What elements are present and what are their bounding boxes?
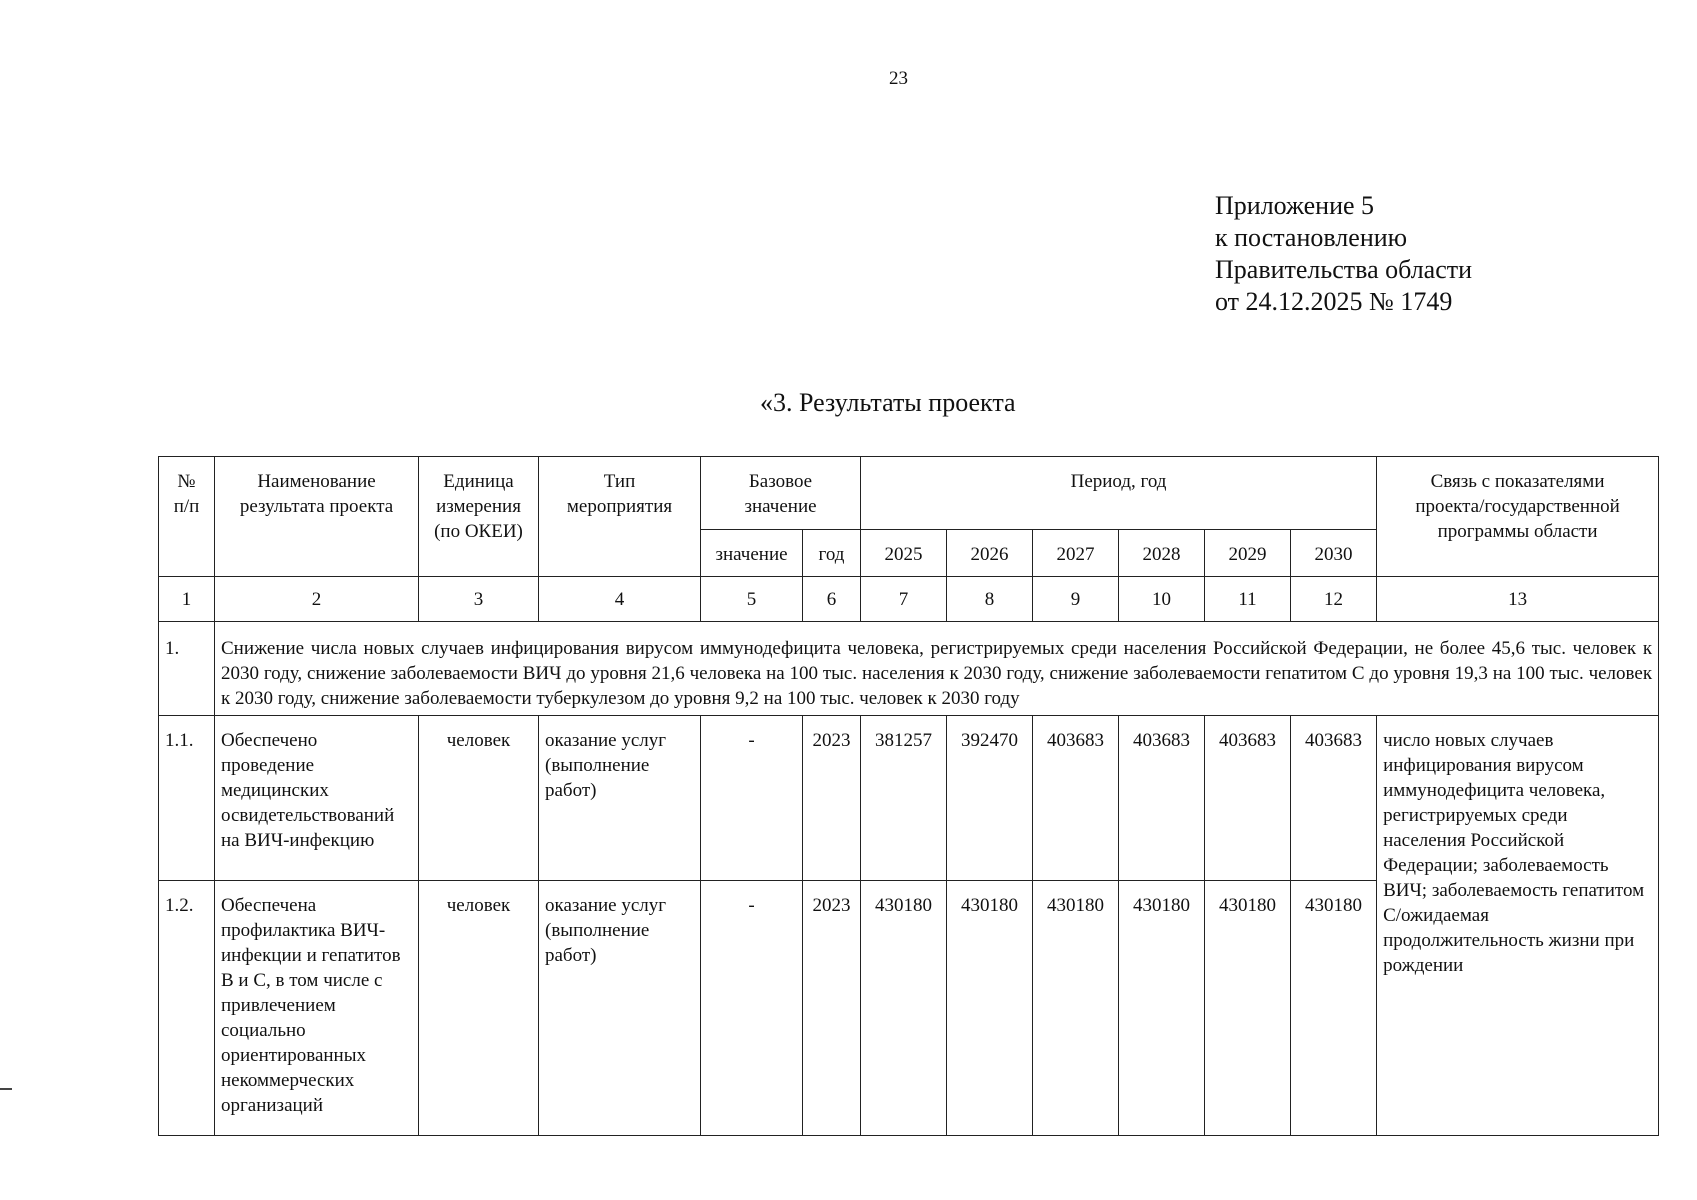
base-value: - xyxy=(701,716,803,881)
appendix-line-4: от 24.12.2025 № 1749 xyxy=(1215,287,1453,316)
results-table xyxy=(158,456,1659,1136)
row-number: 1.1. xyxy=(159,716,215,881)
header-year-2029: 2029 xyxy=(1205,530,1291,577)
appendix-block xyxy=(1215,190,1472,318)
column-number: 1 xyxy=(159,577,215,622)
header-year-2025: 2025 xyxy=(861,530,947,577)
goal-text: Снижение числа новых случаев инфицирования вирусом иммунодефицита человека, регистрируемых среди населения Российской Федерации, не более 45,6 тыс. человек к 2030 году, снижение заболеваемости ВИЧ до уровня 21,6 человека на 100 тыс. населения к 2030 году, снижение заболеваемости гепатитом С до уровня 19,3 на 100 тыс. человек к 2030 году, снижение заболеваемости туберкулезом до уровня 9,2 на 100 тыс. человек к 2030 году xyxy=(215,622,1659,716)
value-2028: 430180 xyxy=(1119,881,1205,1136)
header-year-2028: 2028 xyxy=(1119,530,1205,577)
result-name: Обеспечено проведение медицинских освидетельствований на ВИЧ-инфекцию xyxy=(215,716,419,881)
value-2027: 430180 xyxy=(1033,881,1119,1136)
header-base: Базовое значение xyxy=(701,457,861,530)
column-number: 11 xyxy=(1205,577,1291,622)
value-2029: 430180 xyxy=(1205,881,1291,1136)
linked-indicators: число новых случаев инфицирования вирусом иммунодефицита человека, регистрируемых среди населения Российской Федерации; заболеваемость ВИЧ; заболеваемость гепатитом С/ожидаемая продолжительность жизни при рождении xyxy=(1377,716,1659,1136)
value-2028: 403683 xyxy=(1119,716,1205,881)
header-year-2030: 2030 xyxy=(1291,530,1377,577)
column-number: 8 xyxy=(947,577,1033,622)
header-period: Период, год xyxy=(861,457,1377,530)
result-type: оказание услуг (выполнение работ) xyxy=(539,881,701,1136)
result-name: Обеспечена профилактика ВИЧ-инфекции и гепатитов В и С, в том числе с привлечением социально ориентированных некоммерческих организаций xyxy=(215,881,419,1136)
base-year: 2023 xyxy=(803,881,861,1136)
header-base-year: год xyxy=(803,530,861,577)
header-year-2027: 2027 xyxy=(1033,530,1119,577)
row-number: 1.2. xyxy=(159,881,215,1136)
goal-number: 1. xyxy=(159,622,215,716)
header-row-1 xyxy=(159,457,1659,530)
header-base-value: значение xyxy=(701,530,803,577)
table-row xyxy=(159,716,1659,881)
header-type: Тип мероприятия xyxy=(539,457,701,577)
appendix-line-3: Правительства области xyxy=(1215,255,1473,284)
header-num: № п/п xyxy=(159,457,215,577)
header-unit: Единица измерения (по ОКЕИ) xyxy=(419,457,539,577)
header-name: Наименование результата проекта xyxy=(215,457,419,577)
value-2029: 403683 xyxy=(1205,716,1291,881)
section-title: «3. Результаты проекта xyxy=(760,388,1016,417)
value-2026: 430180 xyxy=(947,881,1033,1136)
goal-row xyxy=(159,622,1659,716)
appendix-line-2: к постановлению xyxy=(1215,223,1408,252)
column-number: 4 xyxy=(539,577,701,622)
column-number: 9 xyxy=(1033,577,1119,622)
result-unit: человек xyxy=(419,716,539,881)
page-number: 23 xyxy=(889,68,908,89)
base-year: 2023 xyxy=(803,716,861,881)
header-linked-indicators: Связь с показателями проекта/государственной программы области xyxy=(1377,457,1659,577)
value-2027: 403683 xyxy=(1033,716,1119,881)
column-number: 2 xyxy=(215,577,419,622)
result-unit: человек xyxy=(419,881,539,1136)
value-2030: 403683 xyxy=(1291,716,1377,881)
appendix-line-1: Приложение 5 xyxy=(1215,191,1375,220)
base-value: - xyxy=(701,881,803,1136)
value-2026: 392470 xyxy=(947,716,1033,881)
column-number: 5 xyxy=(701,577,803,622)
column-number: 10 xyxy=(1119,577,1205,622)
column-number: 7 xyxy=(861,577,947,622)
column-number: 6 xyxy=(803,577,861,622)
column-number-row xyxy=(159,577,1659,622)
header-year-2026: 2026 xyxy=(947,530,1033,577)
value-2025: 430180 xyxy=(861,881,947,1136)
column-number: 12 xyxy=(1291,577,1377,622)
result-type: оказание услуг (выполнение работ) xyxy=(539,716,701,881)
value-2030: 430180 xyxy=(1291,881,1377,1136)
scan-edge-mark xyxy=(0,1088,12,1090)
value-2025: 381257 xyxy=(861,716,947,881)
column-number: 13 xyxy=(1377,577,1659,622)
column-number: 3 xyxy=(419,577,539,622)
